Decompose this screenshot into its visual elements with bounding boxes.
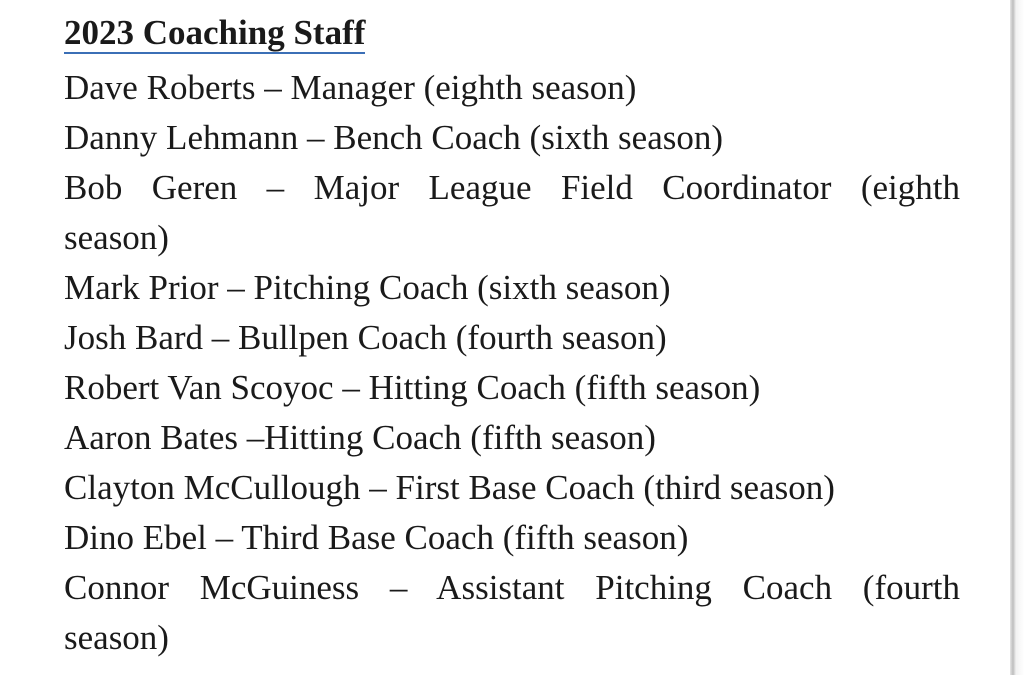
staff-line: Dino Ebel – Third Base Coach (fifth season): [64, 518, 689, 557]
staff-line: Aaron Bates –Hitting Coach (fifth season): [64, 418, 656, 457]
document-body: [64, 8, 960, 663]
staff-line: Dave Roberts – Manager (eighth season): [64, 68, 637, 107]
staff-line: Robert Van Scoyoc – Hitting Coach (fifth season): [64, 368, 761, 407]
staff-line: Bob Geren – Major League Field Coordinator (eighth: [64, 168, 960, 207]
staff-line: Mark Prior – Pitching Coach (sixth season): [64, 268, 671, 307]
page-edge-divider: [1010, 0, 1024, 675]
page-title: 2023 Coaching Staff: [64, 13, 366, 52]
staff-line: Connor McGuiness – Assistant Pitching Coach (fourth: [64, 568, 960, 607]
staff-line-continuation: season): [64, 218, 169, 257]
staff-line: Josh Bard – Bullpen Coach (fourth season): [64, 318, 667, 357]
staff-line-continuation: season): [64, 618, 169, 657]
staff-line: Clayton McCullough – First Base Coach (third season): [64, 468, 835, 507]
staff-line: Danny Lehmann – Bench Coach (sixth season): [64, 118, 724, 157]
